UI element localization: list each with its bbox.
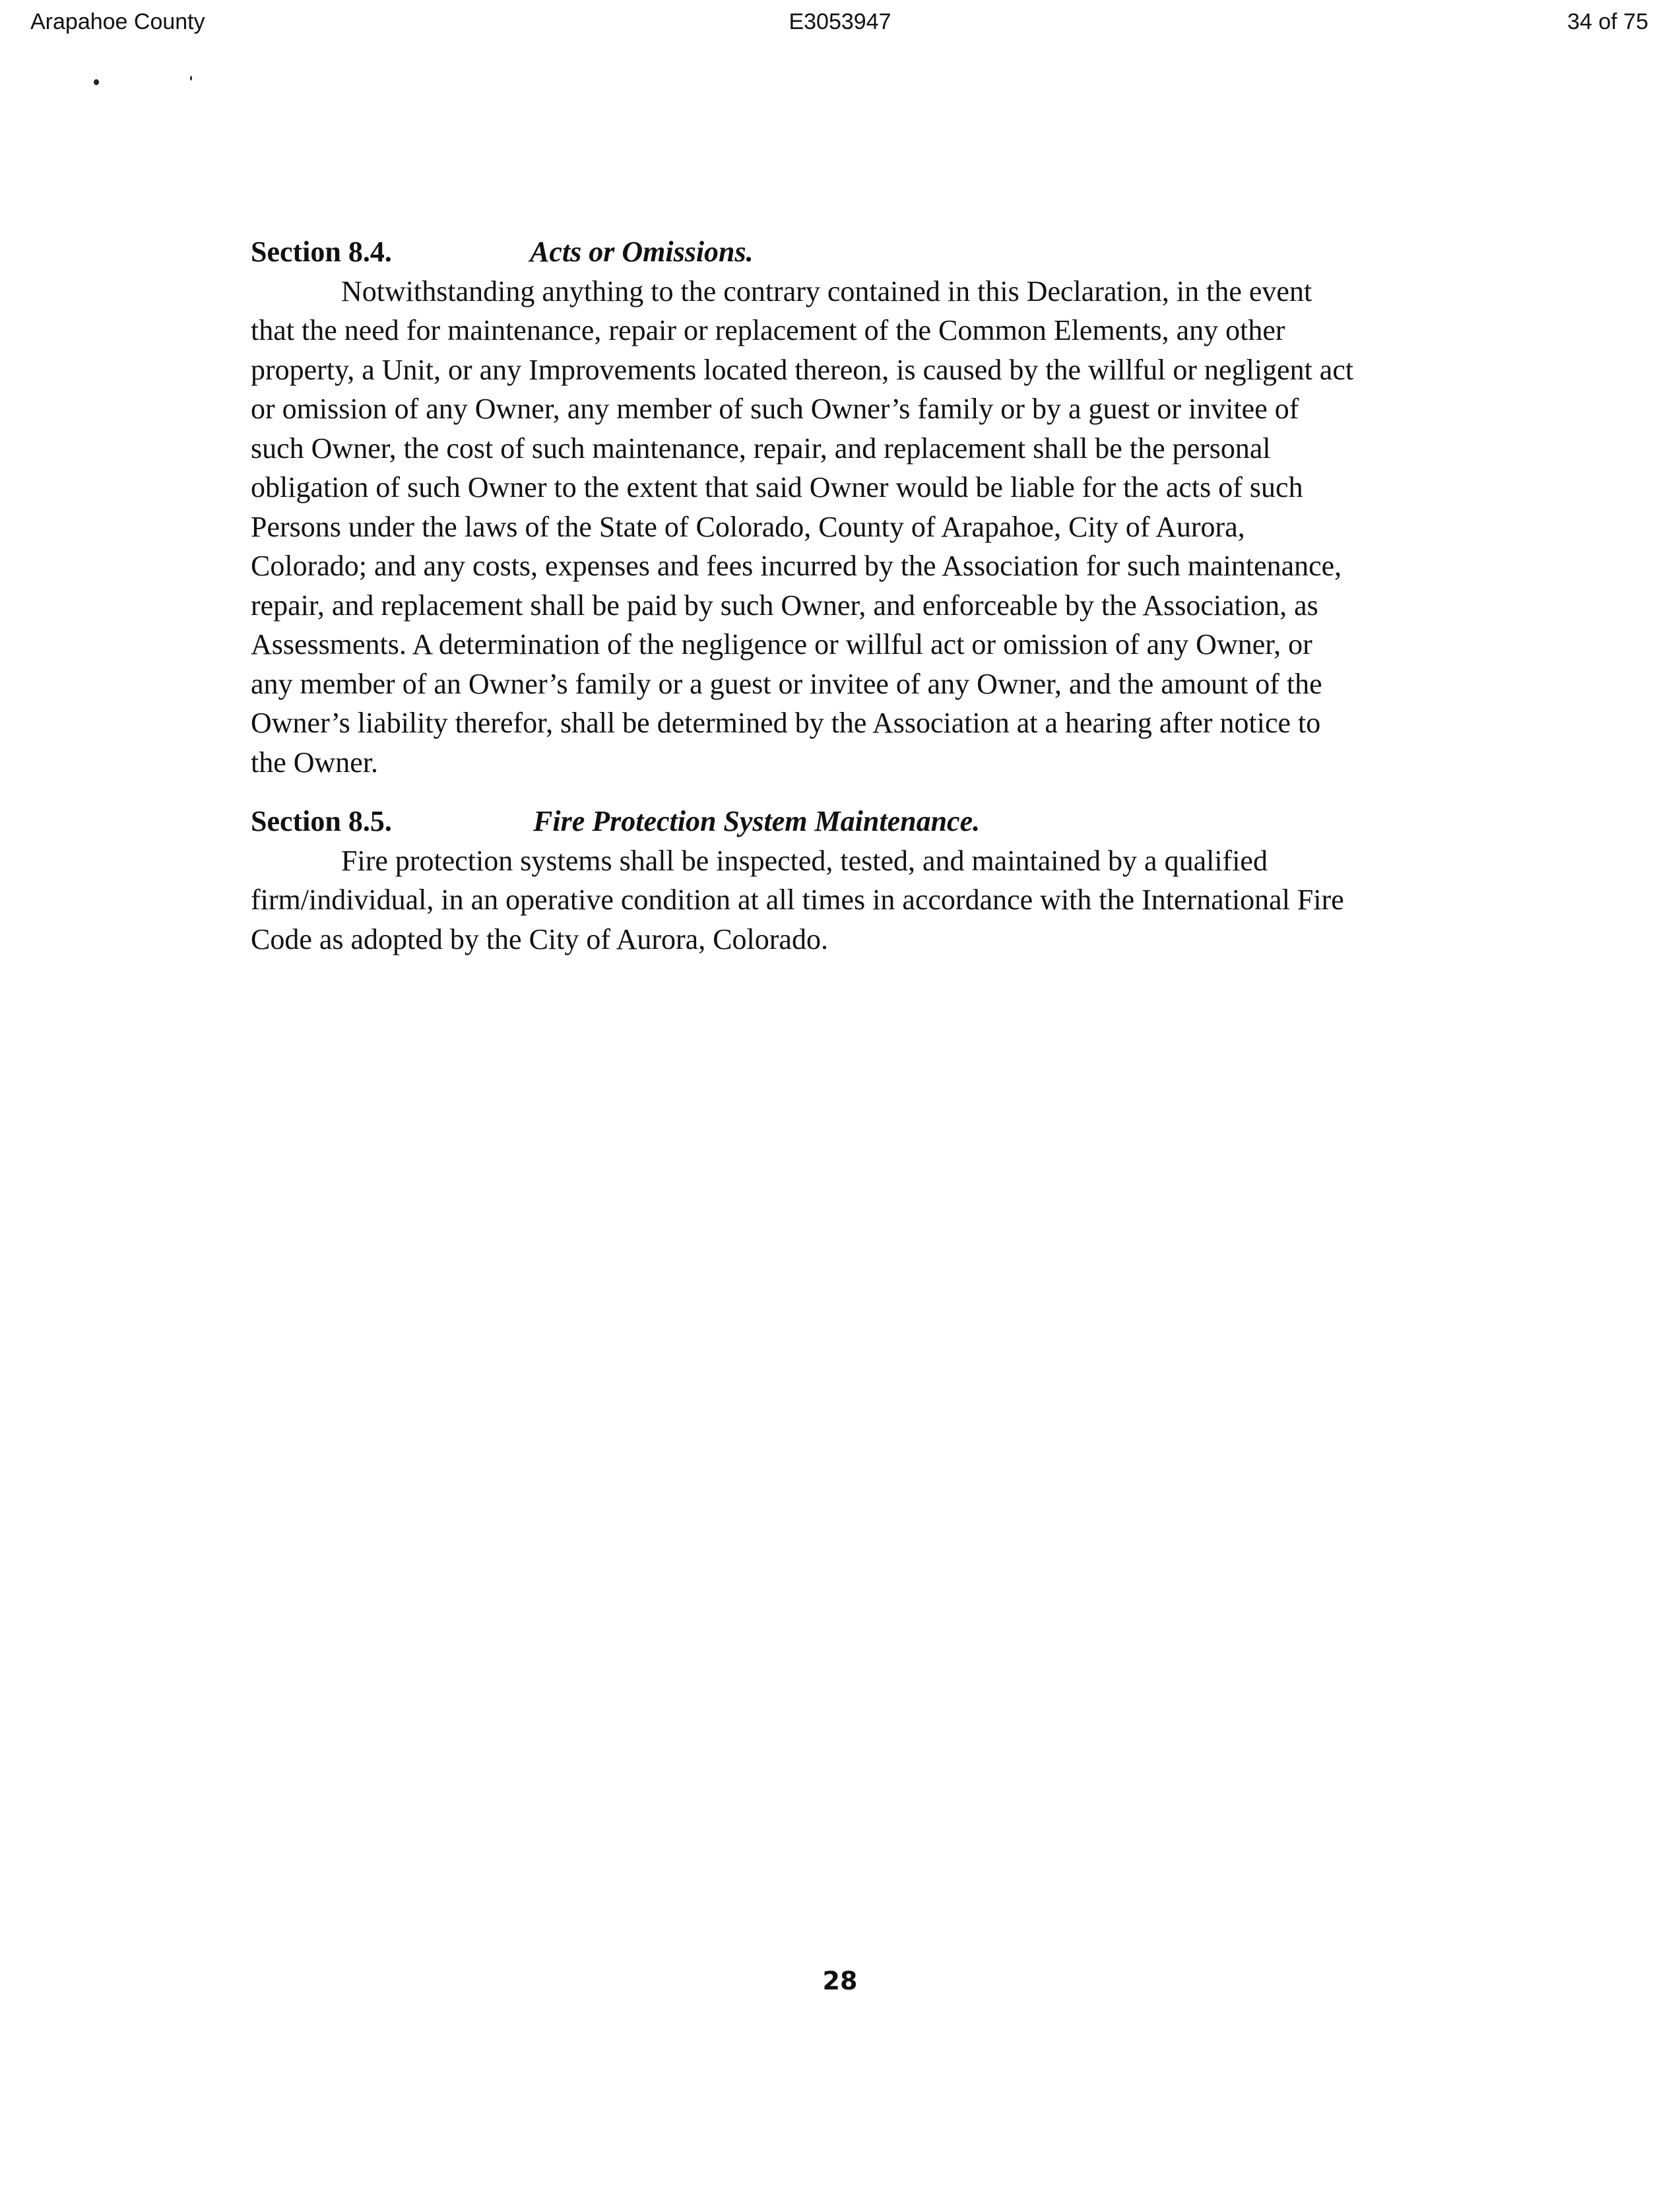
paragraph-line: Notwithstanding anything to the contrary contained in this Declaration, in the event: [341, 274, 1312, 307]
paragraph-line: or omission of any Owner, any member of such Owner’s family or by a guest or invitee of: [251, 393, 1299, 425]
section-title: Fire Protection System Maintenance.: [533, 805, 981, 837]
paragraph-line: Assessments. A determination of the negligence or willful act or omission of any Owner, or: [251, 628, 1312, 661]
section-heading: [251, 802, 1458, 841]
section-paragraph: [251, 841, 1458, 959]
paragraph-line: obligation of such Owner to the extent that said Owner would be liable for the acts of such: [251, 471, 1303, 503]
paragraph-line: Code as adopted by the City of Aurora, Colorado.: [251, 922, 828, 955]
document-header: [0, 5, 1680, 38]
paragraph-line: Colorado; and any costs, expenses and fees incurred by the Association for such maintenance,: [251, 550, 1342, 582]
section-8-5: [251, 802, 1458, 959]
paragraph-line: that the need for maintenance, repair or replacement of the Common Elements, any other: [251, 314, 1285, 346]
scan-speck: [94, 79, 99, 85]
paragraph-line: such Owner, the cost of such maintenance, repair, and replacement shall be the personal: [251, 432, 1271, 465]
paragraph-line: repair, and replacement shall be paid by such Owner, and enforceable by the Association, as: [251, 589, 1318, 622]
paragraph-line: Owner’s liability therefor, shall be determined by the Association at a hearing after notice to: [251, 707, 1321, 739]
page-number: 28: [822, 1966, 858, 1995]
document-body: [251, 232, 1458, 959]
section-heading: [251, 232, 1458, 272]
paragraph-line: the Owner.: [251, 746, 379, 779]
reception-number: E3053947: [789, 9, 891, 34]
paragraph-line: Fire protection systems shall be inspected, tested, and maintained by a qualified: [341, 844, 1268, 877]
section-number: Section 8.4.: [251, 236, 392, 268]
page-counter: 34 of 75: [1567, 9, 1648, 34]
section-number: Section 8.5.: [251, 805, 392, 837]
section-8-4: [251, 232, 1458, 782]
paragraph-line: Persons under the laws of the State of Colorado, County of Arapahoe, City of Aurora,: [251, 510, 1245, 543]
scan-speck: [190, 76, 192, 81]
section-spacer: [251, 782, 1458, 802]
paragraph-line: firm/individual, in an operative condition at all times in accordance with the International Fire: [251, 884, 1344, 916]
paragraph-line: any member of an Owner’s family or a guest or invitee of any Owner, and the amount of the: [251, 667, 1322, 700]
county-name: Arapahoe County: [30, 9, 205, 34]
section-paragraph: [251, 272, 1458, 783]
paragraph-line: property, a Unit, or any Improvements located thereon, is caused by the willful or negligent act: [251, 353, 1354, 386]
section-title: Acts or Omissions.: [530, 236, 754, 268]
